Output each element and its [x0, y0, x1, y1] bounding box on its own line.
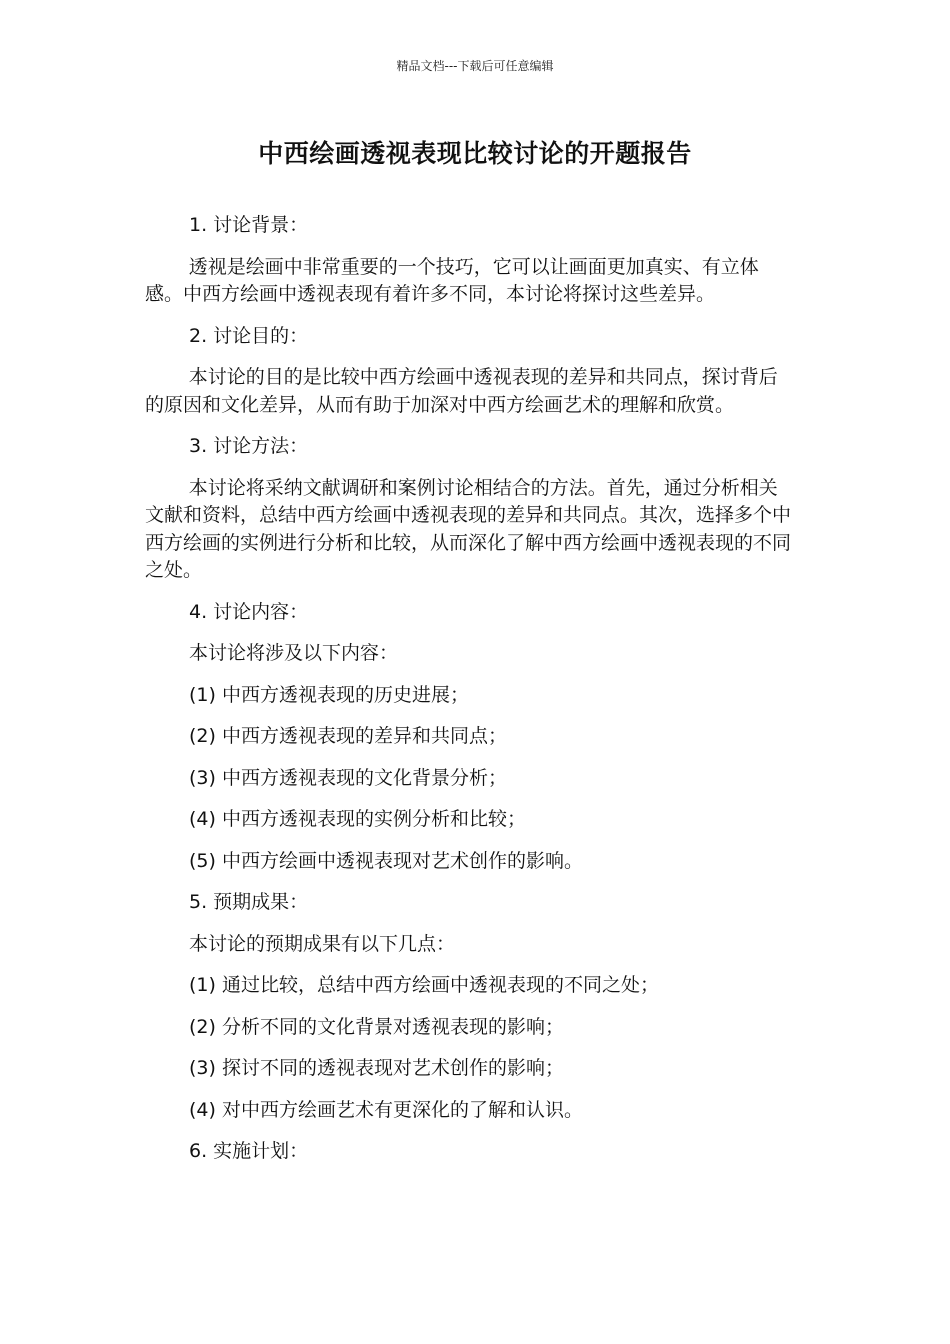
header-note: 精品文档---下载后可任意编辑 [396, 59, 554, 73]
section-heading: 6. 实施计划： [189, 1140, 309, 1162]
list-item: (5) 中西方绘画中透视表现对艺术创作的影响。 [189, 849, 583, 872]
section-heading: 5. 预期成果： [189, 891, 309, 913]
list-intro: 本讨论的预期成果有以下几点： [189, 932, 456, 955]
list-item: (2) 分析不同的文化背景对透视表现的影响； [189, 1015, 564, 1038]
list-item: (1) 中西方透视表现的历史进展； [189, 683, 469, 706]
paragraph: 本讨论将采纳文献调研和案例讨论相结合的方法。首先，通过分析相关文献和资料，总结中西方绘画中透视表现的差异和共同点。其次，选择多个中西方绘画的实例进行分析和比较，从而深化了解中西方绘画中透视表现的不同之处。 [145, 476, 792, 581]
list-item: (4) 中西方透视表现的实例分析和比较； [189, 808, 526, 830]
list-item: (3) 探讨不同的透视表现对艺术创作的影响； [189, 1057, 564, 1079]
document-body [145, 212, 793, 1180]
list-item: (3) 中西方透视表现的文化背景分析； [189, 766, 507, 789]
list-item: (4) 对中西方绘画艺术有更深化的了解和认识。 [189, 1098, 583, 1121]
section-heading: 2. 讨论目的： [189, 324, 309, 347]
list-item: (2) 中西方透视表现的差异和共同点； [189, 725, 507, 747]
document-title: 中西绘画透视表现比较讨论的开题报告 [258, 139, 692, 168]
paragraph: 透视是绘画中非常重要的一个技巧，它可以让画面更加真实、有立体感。中西方绘画中透视表现有着许多不同，本讨论将探讨这些差异。 [145, 255, 759, 305]
section-heading: 1. 讨论背景： [189, 214, 309, 236]
section-heading: 4. 讨论内容： [189, 600, 309, 623]
paragraph: 本讨论的目的是比较中西方绘画中透视表现的差异和共同点，探讨背后的原因和文化差异，从而有助于加深对中西方绘画艺术的理解和欣赏。 [145, 366, 778, 416]
list-intro: 本讨论将涉及以下内容： [189, 642, 399, 664]
list-item: (1) 通过比较，总结中西方绘画中透视表现的不同之处； [189, 974, 659, 996]
section-heading: 3. 讨论方法： [189, 435, 309, 457]
